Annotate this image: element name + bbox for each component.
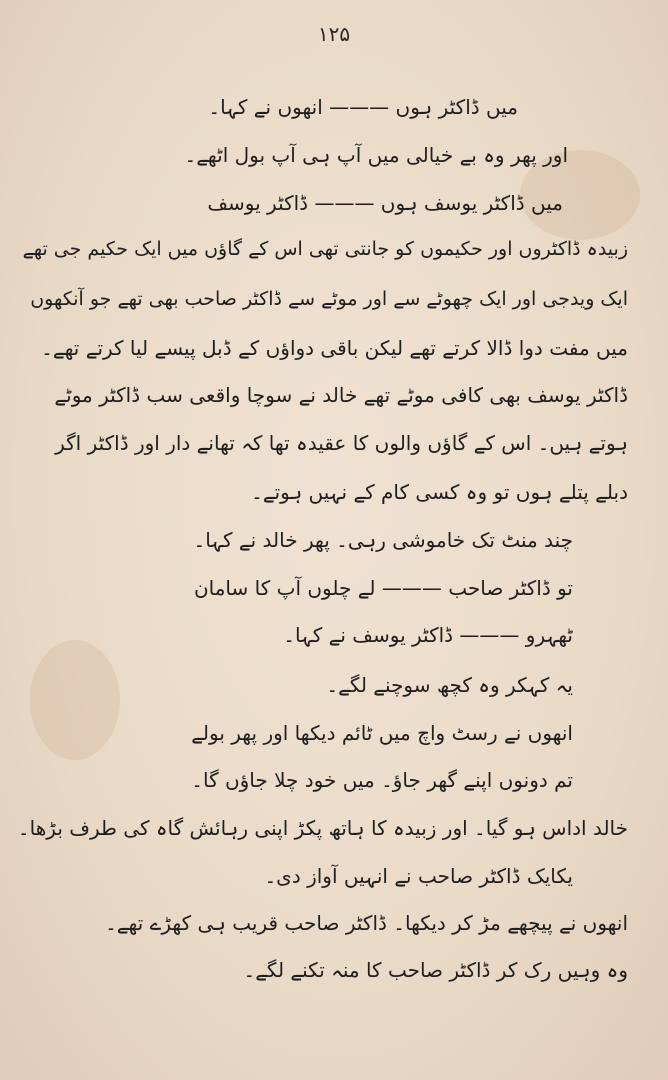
- text-line: اور پھر وہ بے خیالی میں آپ ہی آپ بول اٹھے۔: [184, 143, 568, 167]
- text-line: یکایک ڈاکٹر صاحب نے انہیں آواز دی۔: [264, 864, 573, 888]
- text-line: یہ کہکر وہ کچھ سوچنے لگے۔: [326, 673, 573, 697]
- text-line: میں ڈاکٹر ہوں ——— انھوں نے کہا۔: [208, 95, 518, 119]
- text-line: میں ڈاکٹر یوسف ہوں ——— ڈاکٹر یوسف: [207, 191, 563, 215]
- text-line: تو ڈاکٹر صاحب ——— لے چلوں آپ کا سامان: [193, 576, 573, 600]
- page-number: ۱۲۵: [317, 22, 351, 46]
- text-line: تم دونوں اپنے گھر جاؤ۔ میں خود چلا جاؤں گا۔: [191, 768, 573, 792]
- text-line: چند منٹ تک خاموشی رہی۔ پھر خالد نے کہا۔: [193, 528, 573, 552]
- text-line: ڈاکٹر یوسف بھی کافی موٹے تھے خالد نے سوچا واقعی سب ڈاکٹر موٹے: [54, 383, 628, 407]
- text-line: زبیدہ ڈاکٹروں اور حکیموں کو جانتی تھی اس کے گاؤں میں ایک حکیم جی تھے: [22, 238, 628, 260]
- text-line: خالد اداس ہو گیا۔ اور زبیدہ کا ہاتھ پکڑ اپنی رہائش گاہ کی طرف بڑھا۔: [17, 816, 628, 840]
- text-line: انھوں نے رسٹ واچ میں ٹائم دیکھا اور پھر بولے: [191, 721, 573, 745]
- text-line: انھوں نے پیچھے مڑ کر دیکھا۔ ڈاکٹر صاحب قریب ہی کھڑے تھے۔: [105, 911, 628, 935]
- text-line: ہوتے ہیں۔ اس کے گاؤں والوں کا عقیدہ تھا کہ تھانے دار اور ڈاکٹر اگر: [55, 431, 628, 455]
- text-line: ایک ویدجی اور ایک چھوٹے سے اور موٹے سے ڈاکٹر صاحب بھی تھے جو آنکھوں: [30, 288, 628, 310]
- text-line: وہ وہیں رک کر ڈاکٹر صاحب کا منہ تکنے لگے۔: [243, 958, 628, 982]
- text-line: میں مفت دوا ڈالا کرتے تھے لیکن باقی دواؤں کے ڈبل پیسے لیا کرتے تھے۔: [41, 336, 628, 360]
- paper-stain: [30, 640, 120, 760]
- text-line: دبلے پتلے ہوں تو وہ کسی کام کے نہیں ہوتے۔: [251, 480, 628, 504]
- text-line: ٹھہرو ——— ڈاکٹر یوسف نے کہا۔: [283, 623, 573, 647]
